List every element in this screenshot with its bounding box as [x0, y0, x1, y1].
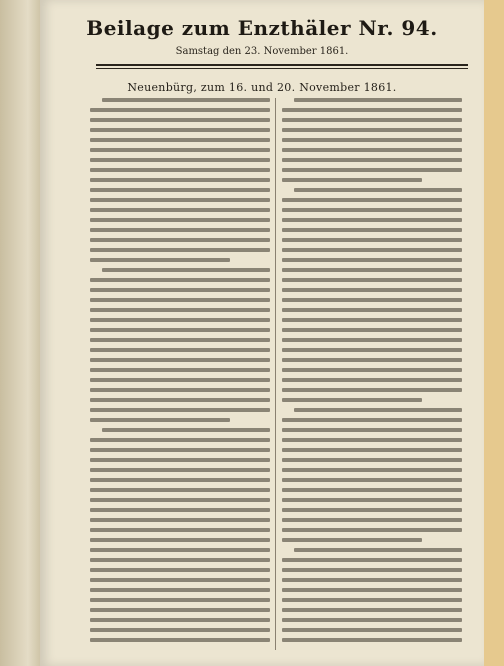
text-line: [90, 148, 270, 152]
text-line: [90, 218, 270, 222]
text-line: [90, 308, 270, 312]
text-line: [282, 108, 462, 112]
text-line: [90, 188, 270, 192]
text-line: [282, 218, 462, 222]
text-line: [90, 318, 270, 322]
text-line: [282, 128, 462, 132]
text-line: [282, 278, 462, 282]
text-line: [282, 638, 462, 642]
text-line: [282, 118, 462, 122]
text-line: [90, 618, 270, 622]
text-line: [282, 518, 462, 522]
text-line: [90, 498, 270, 502]
text-line: [90, 608, 270, 612]
text-line: [282, 628, 462, 632]
text-line: [90, 198, 270, 202]
text-line: [90, 438, 270, 442]
text-line: [90, 528, 270, 532]
text-line: [90, 558, 270, 562]
text-line: [90, 108, 270, 112]
text-line: [282, 508, 462, 512]
text-column-left: [90, 98, 270, 650]
text-line: [282, 358, 462, 362]
text-line: [282, 308, 462, 312]
text-line: [282, 328, 462, 332]
text-line: [90, 578, 270, 582]
text-line: [90, 278, 270, 282]
text-line: [282, 418, 462, 422]
text-line: [294, 98, 462, 102]
text-line: [282, 568, 462, 572]
text-line: [90, 468, 270, 472]
book-binding-edge: [0, 0, 40, 666]
text-line: [282, 258, 462, 262]
text-line: [90, 118, 270, 122]
text-line: [90, 378, 270, 382]
text-line: [90, 298, 270, 302]
masthead-title: Beilage zum Enzthäler Nr. 94.: [86, 16, 438, 40]
text-line: [90, 568, 270, 572]
text-line: [90, 398, 270, 402]
text-line: [282, 138, 462, 142]
page-edge: [484, 0, 504, 666]
text-line: [90, 288, 270, 292]
text-line: [282, 178, 422, 182]
text-line: [90, 448, 270, 452]
text-line: [282, 368, 462, 372]
text-line: [90, 508, 270, 512]
text-line: [90, 238, 270, 242]
text-line: [282, 618, 462, 622]
text-line: [282, 388, 462, 392]
text-column-right: [282, 98, 462, 650]
text-line: [282, 608, 462, 612]
text-line: [282, 288, 462, 292]
text-line: [90, 258, 230, 262]
text-line: [282, 528, 462, 532]
text-line: [90, 388, 270, 392]
text-line: [282, 168, 462, 172]
text-line: [90, 348, 270, 352]
text-line: [282, 558, 462, 562]
text-line: [90, 368, 270, 372]
text-line: [90, 138, 270, 142]
text-line: [282, 208, 462, 212]
text-line: [282, 588, 462, 592]
text-line: [282, 318, 462, 322]
newspaper-page: [40, 0, 484, 666]
text-line: [102, 98, 270, 102]
text-line: [282, 158, 462, 162]
text-line: [90, 628, 270, 632]
text-line: [90, 228, 270, 232]
text-line: [282, 428, 462, 432]
text-line: [90, 598, 270, 602]
text-line: [90, 128, 270, 132]
text-line: [282, 398, 422, 402]
text-line: [90, 158, 270, 162]
issue-date: Samstag den 23. November 1861.: [175, 46, 349, 57]
text-line: [294, 548, 462, 552]
text-line: [90, 538, 270, 542]
text-line: [90, 478, 270, 482]
text-line: [90, 248, 270, 252]
text-line: [282, 498, 462, 502]
text-line: [282, 478, 462, 482]
text-line: [282, 538, 422, 542]
text-line: [294, 408, 462, 412]
text-line: [282, 378, 462, 382]
text-line: [282, 148, 462, 152]
text-line: [90, 328, 270, 332]
text-line: [90, 338, 270, 342]
text-line: [282, 268, 462, 272]
text-line: [282, 348, 462, 352]
text-line: [102, 428, 270, 432]
text-line: [90, 178, 270, 182]
text-line: [90, 358, 270, 362]
text-line: [282, 458, 462, 462]
article-dateline: Neuenbürg, zum 16. und 20. November 1861.: [127, 81, 397, 94]
text-line: [102, 268, 270, 272]
text-line: [90, 408, 270, 412]
text-line: [90, 208, 270, 212]
text-line: [90, 518, 270, 522]
text-line: [90, 168, 270, 172]
text-line: [90, 488, 270, 492]
text-line: [282, 238, 462, 242]
masthead-rule: [96, 64, 468, 66]
text-line: [282, 448, 462, 452]
text-line: [90, 418, 230, 422]
text-line: [282, 598, 462, 602]
text-line: [282, 468, 462, 472]
text-line: [90, 548, 270, 552]
text-line: [282, 298, 462, 302]
text-line: [90, 588, 270, 592]
masthead-rule-thin: [96, 68, 468, 69]
text-line: [282, 338, 462, 342]
text-line: [90, 458, 270, 462]
column-divider: [275, 98, 276, 650]
text-line: [282, 578, 462, 582]
text-line: [282, 228, 462, 232]
text-line: [294, 188, 462, 192]
text-line: [282, 248, 462, 252]
text-line: [90, 638, 270, 642]
text-line: [282, 438, 462, 442]
text-line: [282, 488, 462, 492]
text-line: [282, 198, 462, 202]
